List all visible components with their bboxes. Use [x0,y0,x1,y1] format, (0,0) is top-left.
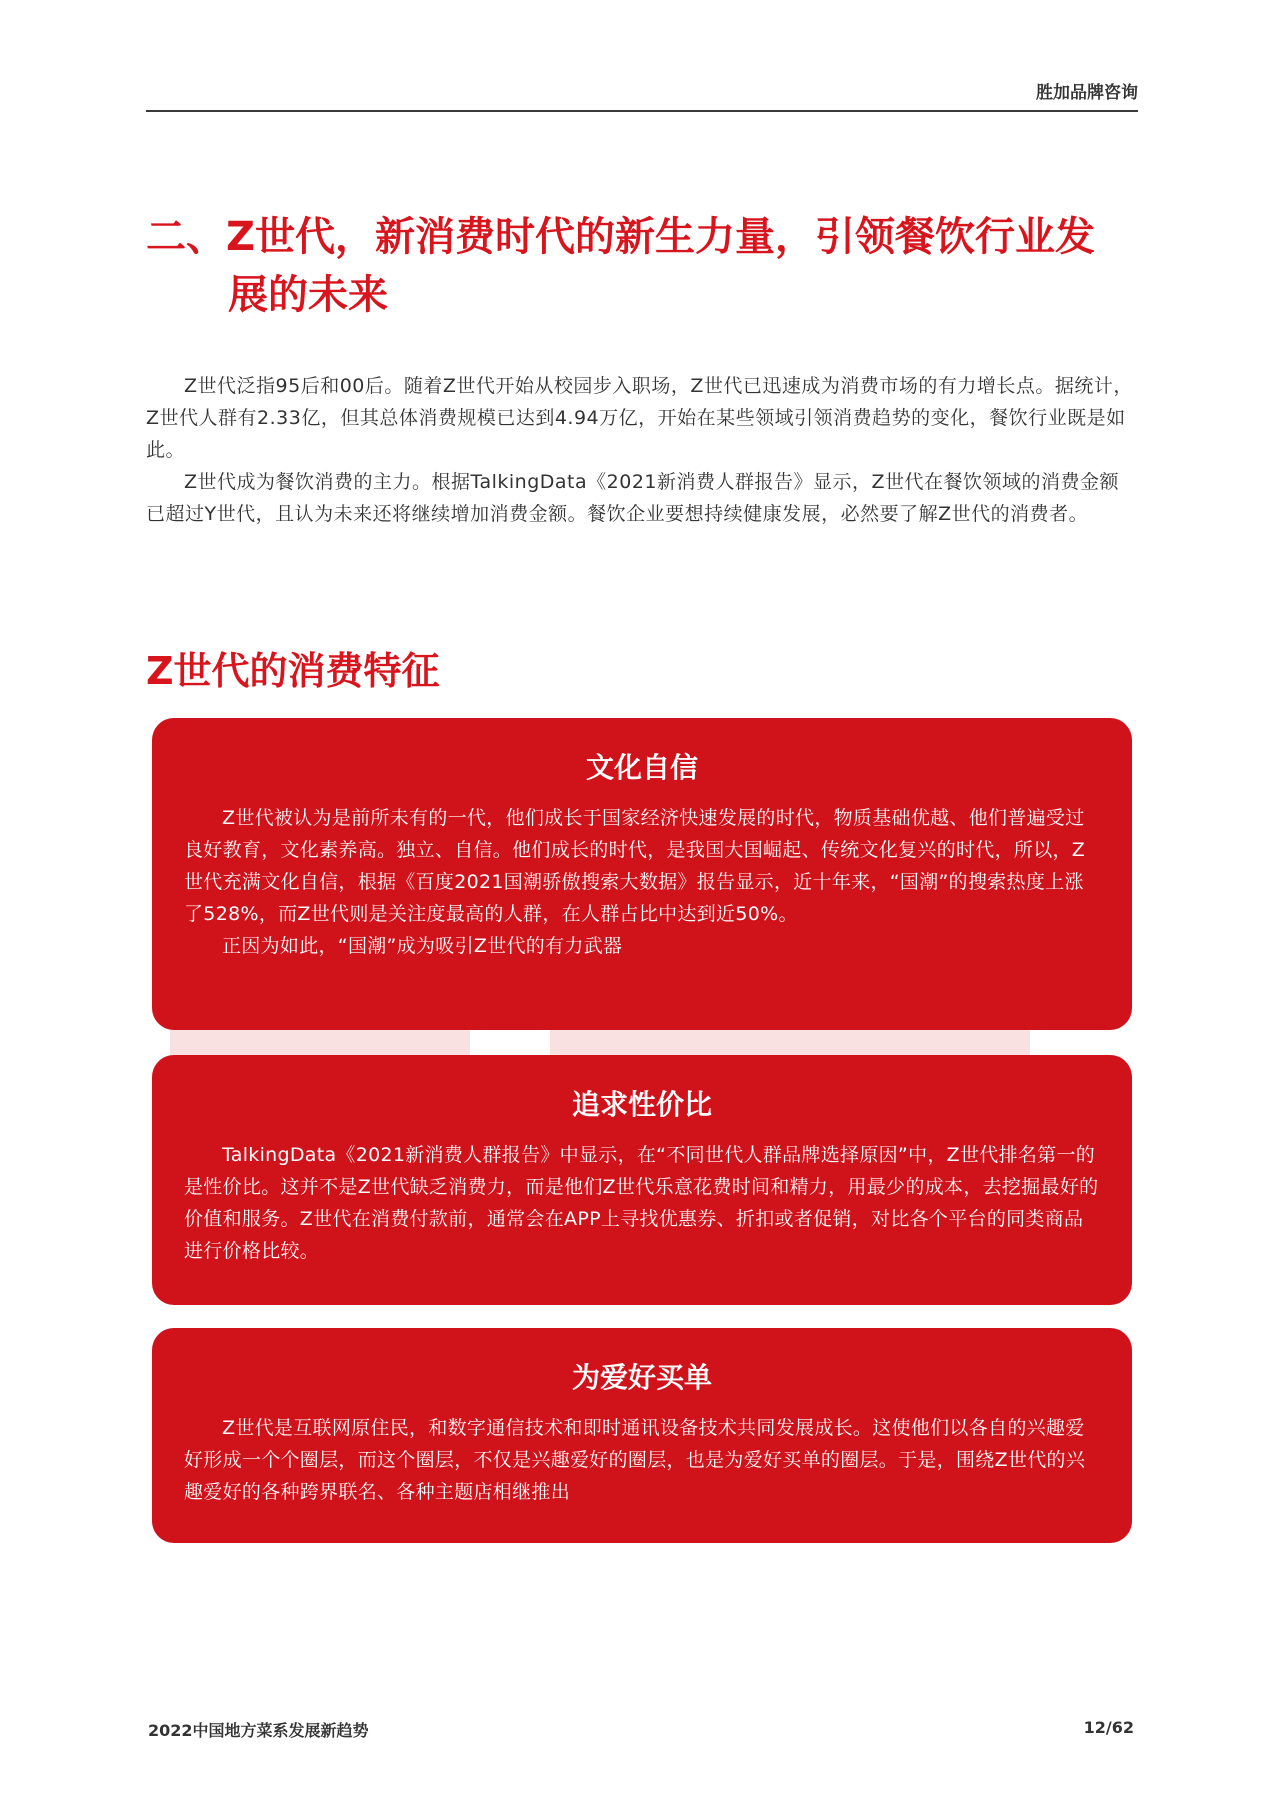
card-title: 为爱好买单 [571,1361,712,1394]
section-title-line1: 二、Z世代，新消费时代的新生力量，引领餐饮行业发 [146,214,1096,260]
header-divider [146,110,1138,112]
section-title-line2: 展的未来 [228,272,388,318]
intro-text [146,370,1138,530]
feature-card-pay-for-hobbies [152,1328,1132,1543]
intro-paragraph: Z世代成为餐饮消费的主力。根据TalkingData《2021新消费人群报告》显示，Z世代在餐饮领域的消费金额已超过Y世代，且认为未来还将继续增加消费金额。餐饮企业要想持续健康发展，必然要了解Z世代的消费者。 [146,471,1120,525]
footer-report-title: 2022中国地方菜系发展新趋势 [148,1721,369,1740]
card-body [184,1412,1100,1508]
card-paragraph: Z世代是互联网原住民，和数字通信技术和即时通讯设备技术共同发展成长。这使他们以各自的兴趣爱好形成一个个圈层，而这个圈层，不仅是兴趣爱好的圈层，也是为爱好买单的圈层。于是，围绕Z世代的兴趣爱好的各种跨界联名、各种主题店相继推出 [184,1417,1086,1503]
card-paragraph: 正因为如此，“国潮”成为吸引Z世代的有力武器 [222,935,623,957]
header-brand: 胜加品牌咨询 [1036,83,1138,103]
card-body [184,802,1100,962]
card-title: 追求性价比 [571,1088,712,1121]
card-title: 文化自信 [585,751,698,784]
section-title [146,208,1146,324]
feature-card-cultural-confidence [152,718,1132,1030]
intro-paragraph: Z世代泛指95后和00后。随着Z世代开始从校园步入职场，Z世代已迅速成为消费市场的有力增长点。据统计，Z世代人群有2.33亿，但其总体消费规模已达到4.94万亿，开始在某些领域引领消费趋势的变化，餐饮行业既是如此。 [146,375,1133,461]
card-paragraph: Z世代被认为是前所未有的一代，他们成长于国家经济快速发展的时代，物质基础优越、他们普遍受过良好教育，文化素养高。独立、自信。他们成长的时代，是我国大国崛起、传统文化复兴的时代，所以，Z世代充满文化自信，根据《百度2021国潮骄傲搜索大数据》报告显示，近十年来，“国潮”的搜索热度上涨了528%，而Z世代则是关注度最高的人群，在人群占比中达到近50%。 [184,807,1086,925]
feature-card-value-for-money [152,1055,1132,1305]
subsection-heading: Z世代的消费特征 [146,649,440,693]
card-body [184,1139,1100,1267]
card-paragraph: TalkingData《2021新消费人群报告》中显示，在“不同世代人群品牌选择原因”中，Z世代排名第一的是性价比。这并不是Z世代缺乏消费力，而是他们Z世代乐意花费时间和精力，用最少的成本，去挖掘最好的价值和服务。Z世代在消费付款前，通常会在APP上寻找优惠券、折扣或者促销，对比各个平台的同类商品进行价格比较。 [184,1144,1099,1262]
page-number: 12/62 [1083,1718,1134,1737]
